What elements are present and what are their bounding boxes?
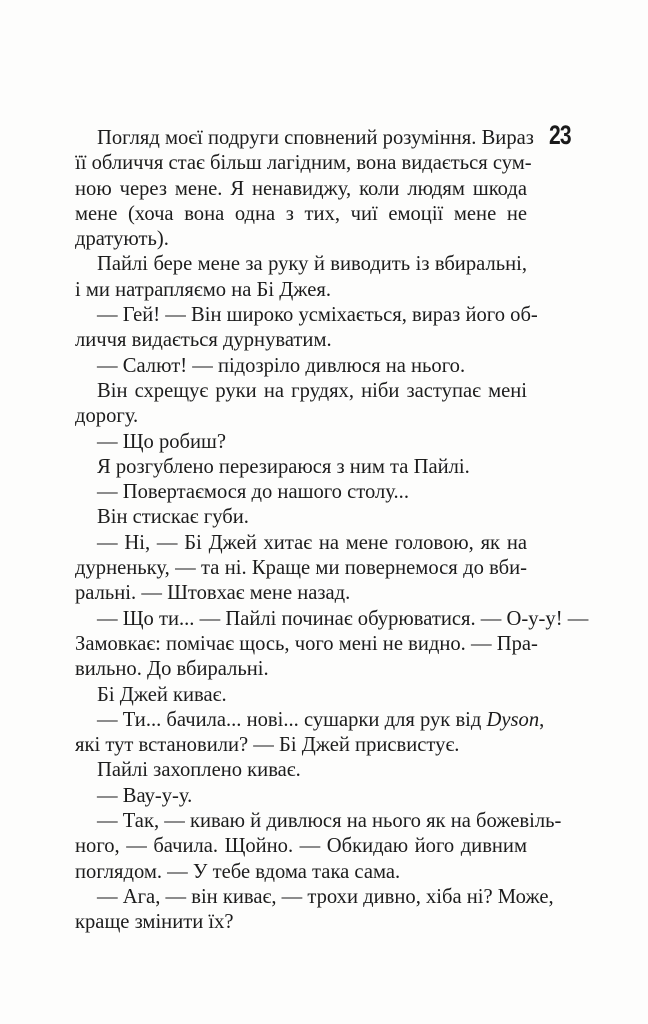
text-segment: — Що робиш? <box>97 430 227 453</box>
text-segment: — Так, — киваю й дивлюся на нього як на божевіль- <box>97 810 562 833</box>
paragraph <box>75 531 527 607</box>
text-line <box>75 126 534 151</box>
text-line <box>75 430 527 455</box>
text-line <box>75 328 527 353</box>
text-line <box>75 252 527 277</box>
text-segment: — Салют! — підозріло дивлюся на нього. <box>97 354 466 377</box>
paragraph <box>75 430 527 455</box>
paragraph <box>75 708 545 759</box>
text-segment: — Гей! — Він широко усміхається, вираз його об- <box>97 304 538 327</box>
text-line <box>75 885 554 910</box>
paragraph <box>75 885 554 936</box>
text-segment: — Повертаємося до нашого столу... <box>97 481 409 504</box>
text-segment: і ми натрапляємо на Бі Джея. <box>75 278 331 301</box>
text-segment: які тут встановили? — Бі Джей присвистує. <box>75 734 460 757</box>
text-line <box>75 177 527 202</box>
italic-text: Dyson <box>486 708 540 731</box>
text-segment: Я розгублено перезираюся з ним та Пайлі. <box>97 455 470 478</box>
text-line <box>75 632 538 657</box>
text-segment: Він схрещує руки на грудях, ніби заступає мені <box>97 379 527 402</box>
text-segment: Бі Джей киває. <box>97 683 227 706</box>
text-segment: дорогу. <box>75 405 139 428</box>
text-line <box>75 556 527 581</box>
text-segment: — Ти... бачила... нові... сушарки для рук від <box>97 708 487 731</box>
text-line <box>75 404 527 429</box>
text-segment: — Що ти... — Пайлі починає обурюватися. — О-у-у! — <box>97 607 589 630</box>
text-line <box>75 480 527 505</box>
text-segment: вильно. До вбиральні. <box>75 658 269 681</box>
text-segment: — Вау-у-у. <box>97 784 193 807</box>
text-segment: — Ага, — він киває, — трохи дивно, хіба ні? Може, <box>97 885 554 908</box>
text-segment: Замовкає: помічає щось, чого мені не видно. — Пра- <box>75 632 538 655</box>
paragraph <box>75 809 562 885</box>
text-segment: , <box>539 708 545 731</box>
paragraph <box>75 758 527 783</box>
text-line <box>75 278 527 303</box>
text-line <box>75 202 527 227</box>
text-segment: Він стискає губи. <box>97 506 249 529</box>
text-segment: дратують). <box>75 228 169 251</box>
text-segment: поглядом. — У тебе вдома така сама. <box>75 860 401 883</box>
text-segment: краще змінити їх? <box>75 911 234 934</box>
text-segment: ральні. — Штовхає мене назад. <box>75 582 351 605</box>
paragraph <box>75 126 534 252</box>
text-segment: личчя видається дурнуватим. <box>75 329 332 352</box>
paragraph <box>75 303 538 354</box>
text-line <box>75 531 527 556</box>
text-line <box>75 733 527 758</box>
text-line <box>75 151 532 176</box>
paragraph <box>75 505 527 530</box>
text-segment: Пайлі бере мене за руку й виводить із вбиральні, <box>97 253 527 276</box>
text-line <box>75 910 527 935</box>
text-segment: Пайлі захоплено киває. <box>97 759 301 782</box>
text-line <box>75 758 527 783</box>
text-line <box>75 784 527 809</box>
text-line <box>75 834 527 859</box>
text-line <box>75 505 527 530</box>
text-line <box>75 303 538 328</box>
text-line <box>75 657 527 682</box>
paragraph <box>75 252 527 303</box>
text-line <box>75 354 527 379</box>
text-line <box>75 227 527 252</box>
text-segment: ного, — бачила. Щойно. — Обкидаю його дивним <box>75 835 527 858</box>
page-number: 23 <box>549 120 571 150</box>
text-line <box>75 379 527 404</box>
text-segment: Погляд моєї подруги сповнений розуміння. Вираз <box>97 127 534 149</box>
text-line <box>75 455 527 480</box>
text-segment: ною через мене. Я ненавиджу, коли людям шкода <box>75 177 527 200</box>
paragraph <box>75 379 527 430</box>
paragraph <box>75 784 527 809</box>
text-line <box>75 708 545 733</box>
paragraph <box>75 480 527 505</box>
text-line <box>75 607 589 632</box>
text-segment: мене (хоча вона одна з тих, чиї емоції мене не <box>75 202 527 225</box>
text-line <box>75 683 527 708</box>
text-segment: — Ні, — Бі Джей хитає на мене головою, як на <box>97 531 527 554</box>
paragraph <box>75 683 527 708</box>
text-segment: дурненьку, — та ні. Краще ми повернемося до вби- <box>75 557 527 580</box>
text-line <box>75 860 527 885</box>
paragraph <box>75 607 589 683</box>
text-line <box>75 809 562 834</box>
paragraph <box>75 354 527 379</box>
text-line <box>75 581 527 606</box>
text-segment: її обличчя стає більш лагідним, вона видається сум- <box>75 152 532 175</box>
paragraph <box>75 455 527 480</box>
